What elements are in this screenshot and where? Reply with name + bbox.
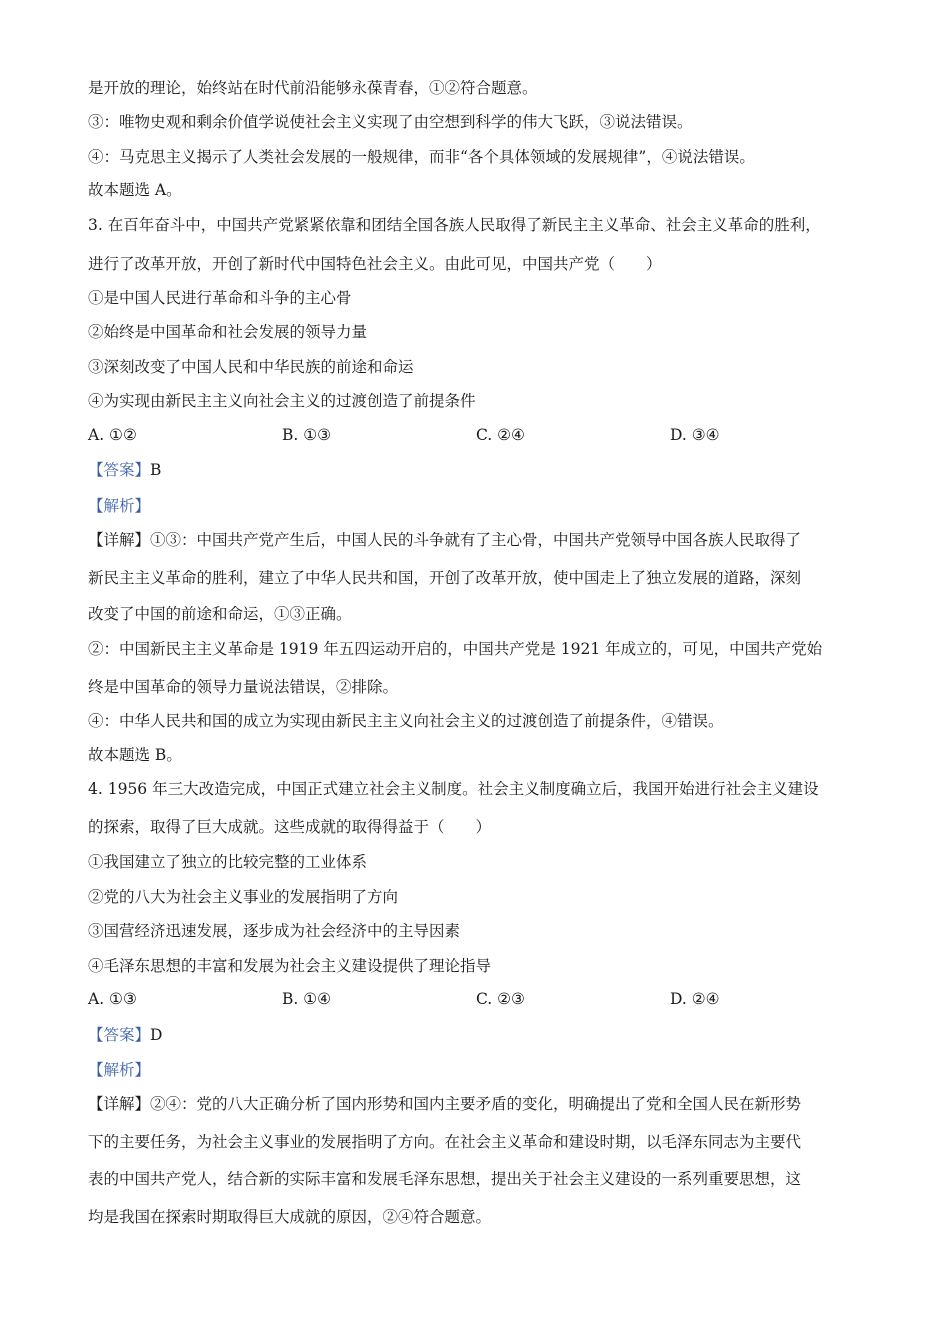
q3-stem-line-2: 进行了改革开放，开创了新时代中国特色社会主义。由此可见，中国共产党（ ） [88, 255, 662, 273]
q4-detail-line-3: 表的中国共产党人，结合新的实际丰富和发展毛泽东思想，提出关于社会主义建设的一系列重要思想，这 [88, 1170, 802, 1188]
q3-detail-line-2: 新民主主义革命的胜利，建立了中华人民共和国，开创了改革开放，使中国走上了独立发展的道路，深刻 [88, 569, 802, 587]
q3-item-2: ②始终是中国革命和社会发展的领导力量 [88, 323, 368, 341]
q3-item-1: ①是中国人民进行革命和斗争的主心骨 [88, 289, 352, 307]
prev-conclusion: 故本题选 A。 [88, 181, 182, 199]
q3-option-b: B. ①③ [282, 426, 332, 444]
q3-answer-tag: 【答案】 [88, 461, 151, 479]
q3-answer: B [150, 461, 162, 479]
q3-answer-line [88, 460, 890, 480]
q3-option-c: C. ②④ [476, 426, 525, 444]
q4-option-d: D. ②④ [670, 990, 720, 1008]
q4-option-c: C. ②③ [476, 990, 525, 1008]
q4-answer: D [150, 1026, 163, 1044]
q4-detail-line-4: 均是我国在探索时期取得巨大成就的原因，②④符合题意。 [88, 1208, 492, 1226]
q3-analysis-tag: 【解析】 [88, 497, 151, 515]
q4-detail-tag: 【详解】 [88, 1095, 151, 1113]
q4-answer-line [88, 1025, 890, 1045]
q3-item-3: ③深刻改变了中国人民和中华民族的前途和命运 [88, 358, 414, 376]
q4-detail-line-2: 下的主要任务，为社会主义事业的发展指明了方向。在社会主义革命和建设时期，以毛泽东同志为主要代 [88, 1133, 802, 1151]
q4-answer-tag: 【答案】 [88, 1026, 151, 1044]
q4-analysis-tag: 【解析】 [88, 1061, 151, 1079]
q4-item-3: ③国营经济迅速发展，逐步成为社会经济中的主导因素 [88, 922, 461, 940]
q3-detail-line-4: ②：中国新民主主义革命是 1919 年五四运动开启的，中国共产党是 1921 年成立的，可见，中国共产党始 [88, 640, 823, 658]
q3-conclusion: 故本题选 B。 [88, 746, 182, 764]
q4-detail-text-1: ②④：党的八大正确分析了国内形势和国内主要矛盾的变化，明确提出了党和全国人民在新形势 [150, 1095, 802, 1113]
q3-analysis-line [88, 496, 890, 516]
q3-detail-line-3: 改变了中国的前途和命运，①③正确。 [88, 605, 352, 623]
q4-option-b: B. ①④ [282, 990, 332, 1008]
q4-item-1: ①我国建立了独立的比较完整的工业体系 [88, 853, 368, 871]
q3-item-4: ④为实现由新民主主义向社会主义的过渡创造了前提条件 [88, 392, 476, 410]
q3-option-a: A. ①② [88, 426, 137, 444]
prev-line-2: ③：唯物史观和剩余价值学说使社会主义实现了由空想到科学的伟大飞跃，③说法错误。 [88, 113, 693, 131]
q4-option-a: A. ①③ [88, 990, 137, 1008]
q3-detail-text-1: ①③：中国共产党产生后，中国人民的斗争就有了主心骨，中国共产党领导中国各族人民取得了 [150, 531, 802, 549]
q3-detail-line-5: 终是中国革命的领导力量说法错误，②排除。 [88, 678, 399, 696]
q3-detail-line-6: ④：中华人民共和国的成立为实现由新民主主义向社会主义的过渡创造了前提条件，④错误。 [88, 712, 724, 730]
q4-stem-line-2: 的探索，取得了巨大成就。这些成就的取得得益于（ ） [88, 818, 492, 836]
q4-item-4: ④毛泽东思想的丰富和发展为社会主义建设提供了理论指导 [88, 957, 492, 975]
q3-option-d: D. ③④ [670, 426, 720, 444]
q4-item-2: ②党的八大为社会主义事业的发展指明了方向 [88, 888, 399, 906]
q4-detail-line-1 [88, 1094, 890, 1114]
q4-stem-line-1: 4. 1956 年三大改造完成，中国正式建立社会主义制度。社会主义制度确立后，我国开始进行社会主义建设 [88, 780, 819, 798]
prev-line-3: ④：马克思主义揭示了人类社会发展的一般规律，而非“各个具体领域的发展规律”，④说法错误。 [88, 148, 755, 166]
q4-analysis-line [88, 1060, 890, 1080]
q3-detail-tag: 【详解】 [88, 531, 151, 549]
q3-stem-line-1: 3. 在百年奋斗中，中国共产党紧紧依靠和团结全国各族人民取得了新民主主义革命、社会主义革命的胜利， [88, 216, 821, 234]
prev-line-1: 是开放的理论，始终站在时代前沿能够永葆青春，①②符合题意。 [88, 79, 538, 97]
q3-detail-line-1 [88, 530, 890, 550]
